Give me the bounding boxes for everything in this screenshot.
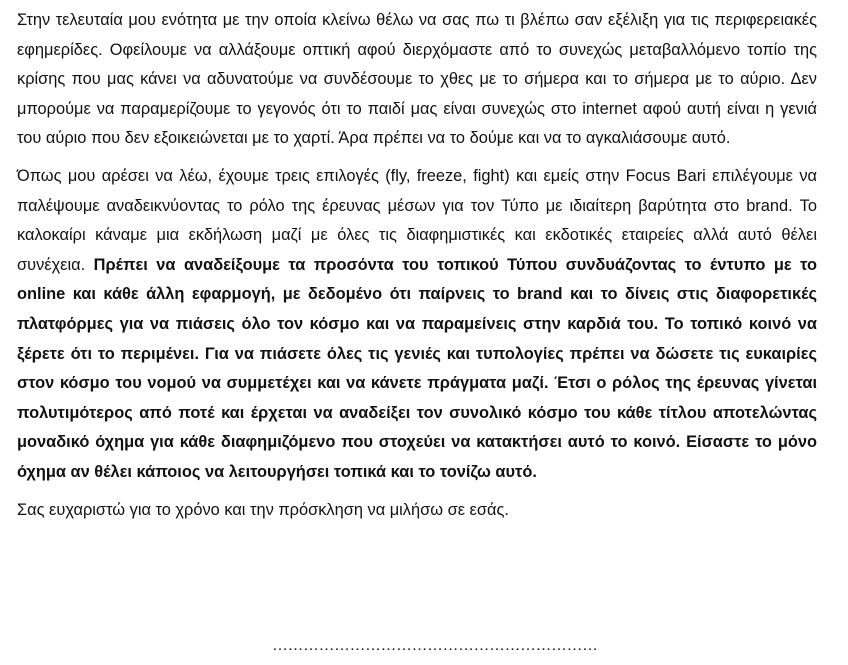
closing-text: Σας ευχαριστώ για το χρόνο και την πρόσκληση να μιλήσω σε εσάς. bbox=[17, 500, 509, 519]
paragraph-1-text: Στην τελευταία μου ενότητα με την οποία κλείνω θέλω να σας πω τι βλέπω σαν εξέλιξη για τις περιφερειακές εφημερίδες. Οφείλουμε να αλλάξουμε οπτική αφού διερχόμαστε από το συνεχώς μεταβαλλόμενο τοπίο της κρίσης που μας κάνει να αδυνατούμε να συνδέσουμε το χθες με το σήμερα και το σήμερα με το αύριο. Δεν μπορούμε να παραμερίζουμε το γεγονός ότι το παιδί μας είναι συνεχώς στο internet αφού αυτή είναι η γενιά του αύριο που δεν εξοικειώνεται με το χαρτί. Άρα πρέπει να το δούμε και να το αγκαλιάσουμε αυτό. bbox=[17, 11, 817, 148]
paragraph-2-bold-text: Πρέπει να αναδείξουμε τα προσόντα του τοπικού Τύπου συνδυάζοντας το έντυπο με το online και κάθε άλλη εφαρμογή, με δεδομένο ότι παίρνεις το brand και το δίνεις στις διαφορετικές πλατφόρμες για να πιάσεις όλο τον κόσμο και να παραμείνεις στην καρδιά του. Το τοπικό κοινό να ξέρετε ότι το περιμένει. Για να πιάσετε όλες τις γενιές και τυπολογίες πρέπει να δώσετε τις ευκαιρίες στον κόσμο του νομού να συμμετέχει και να κάνετε πράγματα μαζί. Έτσι ο ρόλος της έρευνας γίνεται πολυτιμότερος από ποτέ και έρχεται να αναδείξει τον συνολικό κόσμο του κάθε τίτλου αποτελώντας μοναδικό όχημα για κάθε διαφημιζόμενο που στοχεύει να κατακτήσει αυτό το κοινό. Είσαστε το μόνο όχημα αν θέλει κάποιος να λειτουργήσει τοπικά και το τονίζω αυτό. bbox=[17, 255, 817, 481]
dotted-separator: ……………………………………………………… bbox=[272, 637, 598, 654]
document-body bbox=[17, 6, 817, 525]
paragraph-1 bbox=[17, 6, 817, 154]
paragraph-2-regular-text: Όπως μου αρέσει να λέω, έχουμε τρεις επιλογές (fly, freeze, fight) και εμείς στην Focus Bari επιλέγουμε να παλέψουμε αναδεικνύοντας το ρόλο της έρευνας μέσων για τον Τύπο με ιδιαίτερη βαρύτητα στο brand. Το καλοκαίρι κάναμε μια εκδήλωση μαζί με όλες τις διαφημιστικές και εκδοτικές εταιρείες αλλά αυτό θέλει συνέχεια. bbox=[17, 166, 817, 274]
closing-line bbox=[17, 496, 817, 526]
paragraph-2 bbox=[17, 162, 817, 488]
